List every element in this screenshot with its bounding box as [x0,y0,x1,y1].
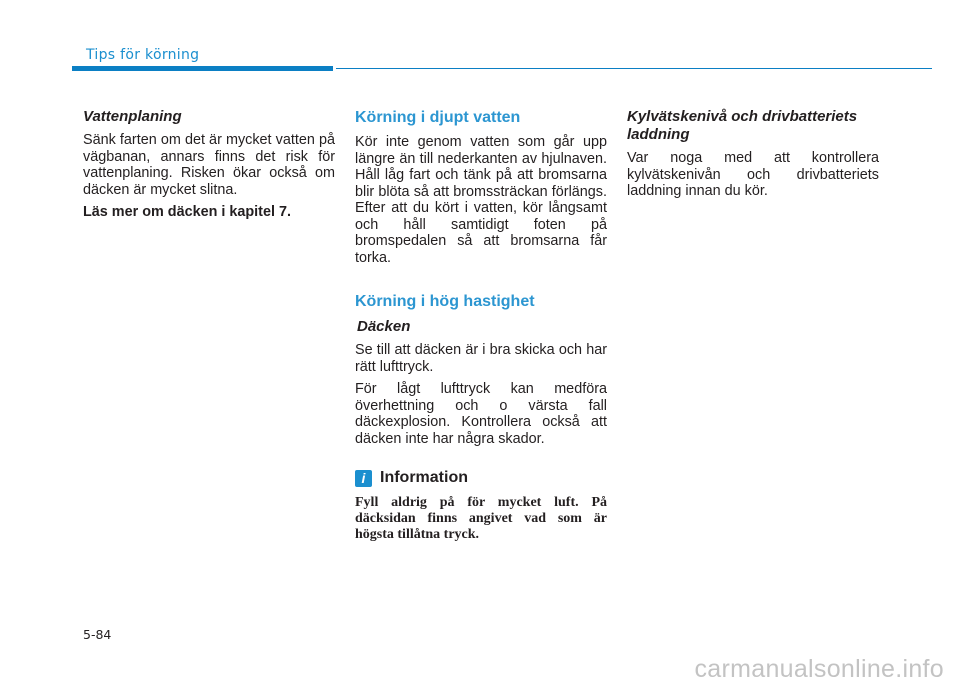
header-rule-thick [72,66,333,71]
header-rule-thin [336,68,932,69]
section-title: Tips för körning [86,47,200,63]
paragraph-tires: Se till att däcken är i bra skicka och har rätt lufttryck. [355,342,607,375]
paragraph-tire-pressure: För lågt lufttryck kan medföra överhettning och o värsta fall däckexplosion. Kontrollera också att däcken inte har några skador. [355,381,607,447]
information-label: Information [380,469,468,486]
paragraph-vattenplaning: Sänk farten om det är mycket vatten på vägbanan, annars finns det risk för vattenplaning. Risken ökar också om däcken är mycket slitna. [83,132,335,198]
column-right [627,108,879,206]
information-header [355,469,607,487]
info-icon: i [355,470,372,487]
paragraph-coolant-battery: Var noga med att kontrollera kylvätskenivån och drivbatteriets laddning innan du kör. [627,150,879,199]
paragraph-chapter-reference: Läs mer om däcken i kapitel 7. [83,204,291,220]
page-number: 5-84 [83,627,112,642]
subheading-tires: Däcken [357,318,411,335]
heading-coolant-battery: Kylvätskenivå och drivbatteriets laddning [627,108,858,143]
heading-high-speed: Körning i hög hastighet [355,293,535,310]
heading-deep-water: Körning i djupt vatten [355,109,521,126]
column-left [83,108,335,227]
heading-vattenplaning: Vattenplaning [83,108,182,125]
information-box [355,469,607,543]
watermark: carmanualsonline.info [694,655,944,683]
column-middle [355,108,607,543]
paragraph-deep-water: Kör inte genom vatten som går upp längre än till nederkanten av hjulnaven. Håll låg fart och tänk på att bromsarna blir blöta så att bromssträckan förlängs. Efter att du kört i vatten, kör långsamt och håll samtidigt foten på bromspedalen så att bromsarna får torka. [355,134,607,266]
information-text: Fyll aldrig på för mycket luft. På däcksidan finns angivet vad som är högsta tillåtna tryck. [355,495,607,542]
